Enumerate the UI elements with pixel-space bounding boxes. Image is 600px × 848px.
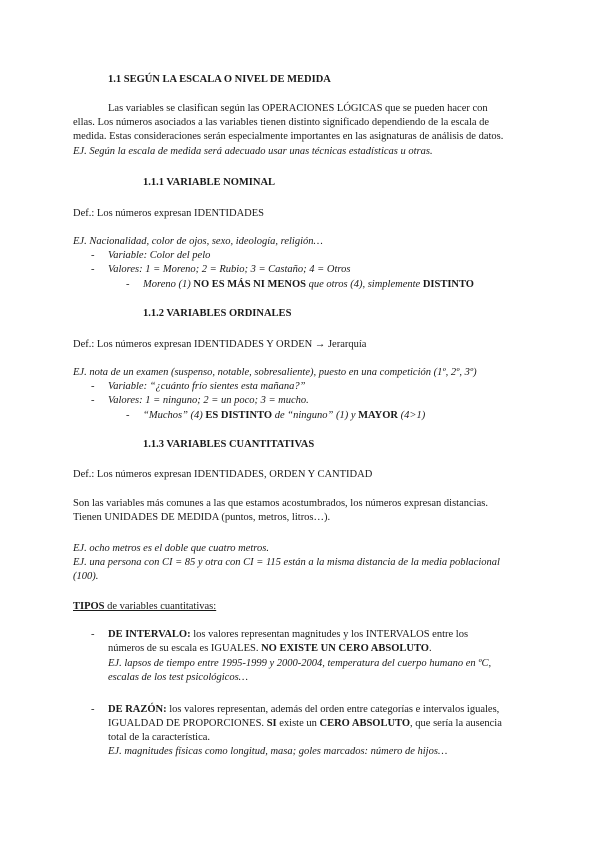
text-run: DISTINTO: [422, 279, 474, 290]
bullet-dash: -: [91, 395, 95, 406]
example: (100).: [73, 571, 99, 582]
text-run: CERO ABSOLUTO: [319, 718, 411, 729]
bullet-item: Variable: “¿cuánto frío sientes esta mañana?”: [108, 381, 306, 392]
definition: Def.: Los números expresan IDENTIDADES, ORDEN Y CANTIDAD: [73, 469, 373, 480]
text-run: números de su escala es IGUALES.: [108, 643, 262, 654]
paragraph-line: Son las variables más comunes a las que estamos acostumbrados, los números expresan distancias.: [73, 498, 488, 509]
text-run: ES DISTINTO: [205, 410, 273, 421]
text-run: IGUALDAD DE PROPORCIONES.: [108, 718, 267, 729]
text-run: de “ninguno” (1) y: [272, 410, 359, 421]
bullet-dash: -: [91, 264, 95, 275]
tipos-heading: [73, 600, 216, 613]
sub-bullet-item: [143, 278, 474, 291]
example: EJ. magnitudes físicas como longitud, masa; goles marcados: número de hijos…: [108, 746, 448, 757]
text-run: existe un: [276, 718, 320, 729]
text-run: MAYOR: [358, 410, 398, 421]
text-run: (4>1): [397, 410, 426, 421]
bullet-item-razon: [108, 717, 502, 730]
text-run: los valores representan magnitudes y los INTERVALOS entre los: [190, 629, 469, 640]
text-run: DE RAZÓN:: [108, 704, 167, 715]
text-run: .: [428, 643, 432, 654]
bullet-item: Variable: Color del pelo: [108, 250, 211, 261]
intro-example: EJ. Según la escala de medida será adecuado usar unas técnicas estadísticas u otras.: [73, 146, 433, 157]
example: EJ. una persona con CI = 85 y otra con CI = 115 están a la misma distancia de la media poblacional: [73, 557, 500, 568]
example: EJ. Nacionalidad, color de ojos, sexo, ideología, religión…: [73, 236, 323, 247]
bullet-item: Valores: 1 = ninguno; 2 = un poco; 3 = mucho.: [108, 395, 309, 406]
text-run: DE INTERVALO:: [108, 629, 191, 640]
example: escalas de los test psicológicos…: [108, 672, 248, 683]
intro-line: ellas. Los números asociados a las variables tienen distinto significado dependiendo de la escala de: [73, 117, 490, 128]
text-run: “Muchos” (4): [143, 410, 206, 421]
text-run: los valores representan, además del orden entre categorías e intervalos iguales,: [166, 704, 500, 715]
bullet-dash: -: [91, 250, 95, 261]
definition: Def.: Los números expresan IDENTIDADES: [73, 208, 264, 219]
text-run: NO ES MÁS NI MENOS: [193, 279, 306, 290]
bullet-dash: -: [126, 410, 130, 421]
text-run: TIPOS: [73, 601, 105, 612]
intro-line: Las variables se clasifican según las OPERACIONES LÓGICAS que se pueden hacer con: [108, 103, 488, 114]
subsection-heading-ordinal: 1.1.2 VARIABLES ORDINALES: [143, 308, 292, 319]
bullet-dash: -: [91, 381, 95, 392]
text-run: Moreno (1): [143, 279, 194, 290]
bullet-dash: -: [91, 704, 95, 715]
text-run: NO EXISTE UN CERO ABSOLUTO: [261, 643, 429, 654]
subsection-heading-nominal: 1.1.1 VARIABLE NOMINAL: [143, 177, 276, 188]
text-run: SI: [266, 718, 277, 729]
bullet-item-razon: [108, 703, 499, 716]
text-run: , que sería la ausencia: [410, 718, 502, 729]
section-heading: 1.1 SEGÚN LA ESCALA O NIVEL DE MEDIDA: [108, 74, 331, 85]
definition: Def.: Los números expresan IDENTIDADES Y ORDEN → Jerarquía: [73, 339, 367, 350]
example: EJ. nota de un examen (suspenso, notable, sobresaliente), puesto en una competición (1º, 2º, 3º): [73, 367, 477, 378]
bullet-item-intervalo: [108, 642, 432, 655]
subsection-heading-cuantitativas: 1.1.3 VARIABLES CUANTITATIVAS: [143, 439, 315, 450]
sub-bullet-item: [143, 409, 425, 422]
text-run: que otros (4), simplemente: [305, 279, 423, 290]
bullet-item-razon: total de la característica.: [108, 732, 211, 743]
example: EJ. ocho metros es el doble que cuatro metros.: [73, 543, 269, 554]
text-run: de variables cuantitativas:: [104, 601, 217, 612]
bullet-item-intervalo: [108, 628, 468, 641]
example: EJ. lapsos de tiempo entre 1995-1999 y 2000-2004, temperatura del cuerpo humano en ºC,: [108, 658, 492, 669]
intro-line: medida. Estas consideraciones serán especialmente importantes en las asignaturas de análisis de datos.: [73, 131, 504, 142]
paragraph-line: Tienen UNIDADES DE MEDIDA (puntos, metros, litros…).: [73, 512, 331, 523]
bullet-item: Valores: 1 = Moreno; 2 = Rubio; 3 = Castaño; 4 = Otros: [108, 264, 351, 275]
bullet-dash: -: [91, 629, 95, 640]
bullet-dash: -: [126, 279, 130, 290]
